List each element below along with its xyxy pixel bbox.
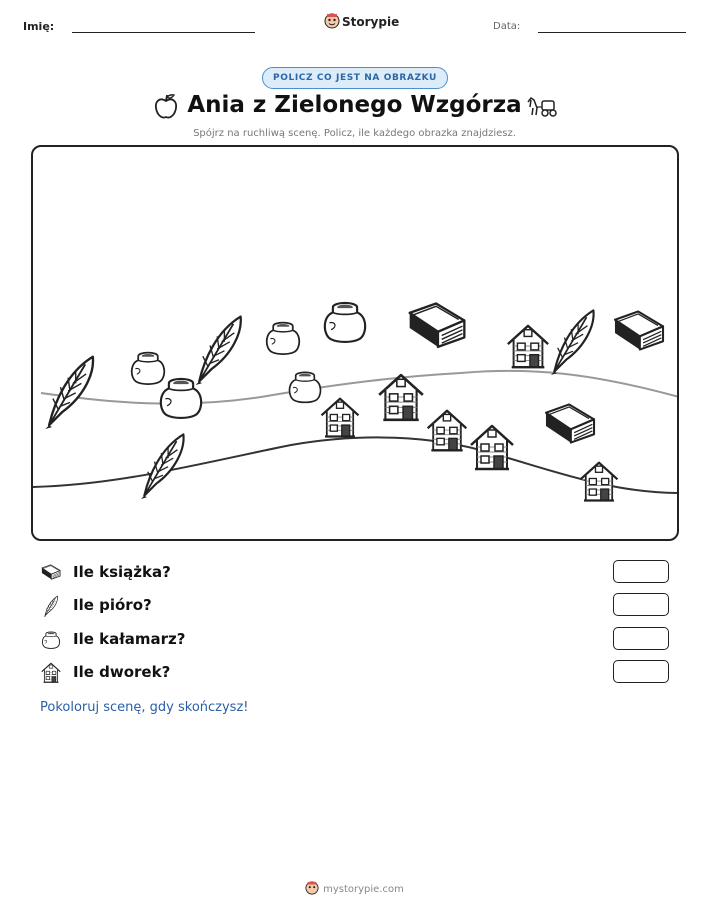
feather-quill-icon — [551, 310, 594, 375]
inkwell-icon — [40, 629, 62, 651]
question-text: Ile pióro? — [73, 596, 152, 614]
book-icon — [40, 562, 62, 584]
manor-house-icon — [581, 463, 618, 501]
inkwell-icon — [289, 372, 320, 402]
inkwell-icon — [132, 353, 165, 385]
brand-name: Storypie — [342, 15, 400, 29]
book-icon — [410, 303, 465, 346]
manor-house-icon — [40, 662, 62, 684]
answer-box-book[interactable] — [613, 560, 669, 583]
footer — [0, 881, 709, 895]
manor-house-icon — [508, 326, 548, 367]
question-row-inkwell — [40, 627, 680, 653]
inkwell-icon — [325, 303, 365, 342]
footer-url: mystorypie.com — [323, 884, 404, 895]
storypie-logo-icon — [324, 13, 340, 29]
question-text: Ile dworek? — [73, 663, 171, 681]
date-line[interactable] — [538, 32, 686, 33]
storypie-logo-icon — [305, 881, 319, 895]
counting-scene — [31, 145, 679, 541]
page-subtitle: Spójrz na ruchliwą scenę. Policz, ile każdego obrazka znajdziesz. — [193, 128, 516, 139]
answer-box-inkwell[interactable] — [613, 627, 669, 650]
coloring-note: Pokoloruj scenę, gdy skończysz! — [40, 700, 249, 715]
feather-quill-icon — [40, 595, 62, 617]
name-line[interactable] — [72, 32, 255, 33]
question-row-house — [40, 660, 680, 686]
book-icon — [546, 404, 594, 442]
question-row-book — [40, 560, 680, 586]
book-icon — [615, 311, 663, 349]
question-row-feather — [40, 593, 680, 619]
hill-line-front — [31, 437, 679, 493]
manor-house-icon — [428, 411, 467, 451]
question-text: Ile książka? — [73, 563, 171, 581]
feather-quill-icon — [196, 317, 241, 385]
page-title: Ania z Zielonego Wzgórza — [187, 92, 522, 118]
feather-quill-icon — [45, 357, 93, 429]
horse-carriage-icon — [526, 94, 558, 118]
date-label: Data: — [493, 21, 521, 32]
inkwell-icon — [161, 379, 201, 418]
answer-box-house[interactable] — [613, 660, 669, 683]
manor-house-icon — [322, 399, 359, 437]
inkwell-icon — [267, 323, 300, 355]
question-text: Ile kałamarz? — [73, 630, 186, 648]
manor-house-icon — [379, 375, 423, 420]
instruction-badge: POLICZ CO JEST NA OBRAZKU — [262, 67, 448, 89]
answer-box-feather[interactable] — [613, 593, 669, 616]
name-label: Imię: — [23, 20, 55, 33]
feather-quill-icon — [141, 434, 184, 499]
manor-house-icon — [471, 426, 513, 469]
